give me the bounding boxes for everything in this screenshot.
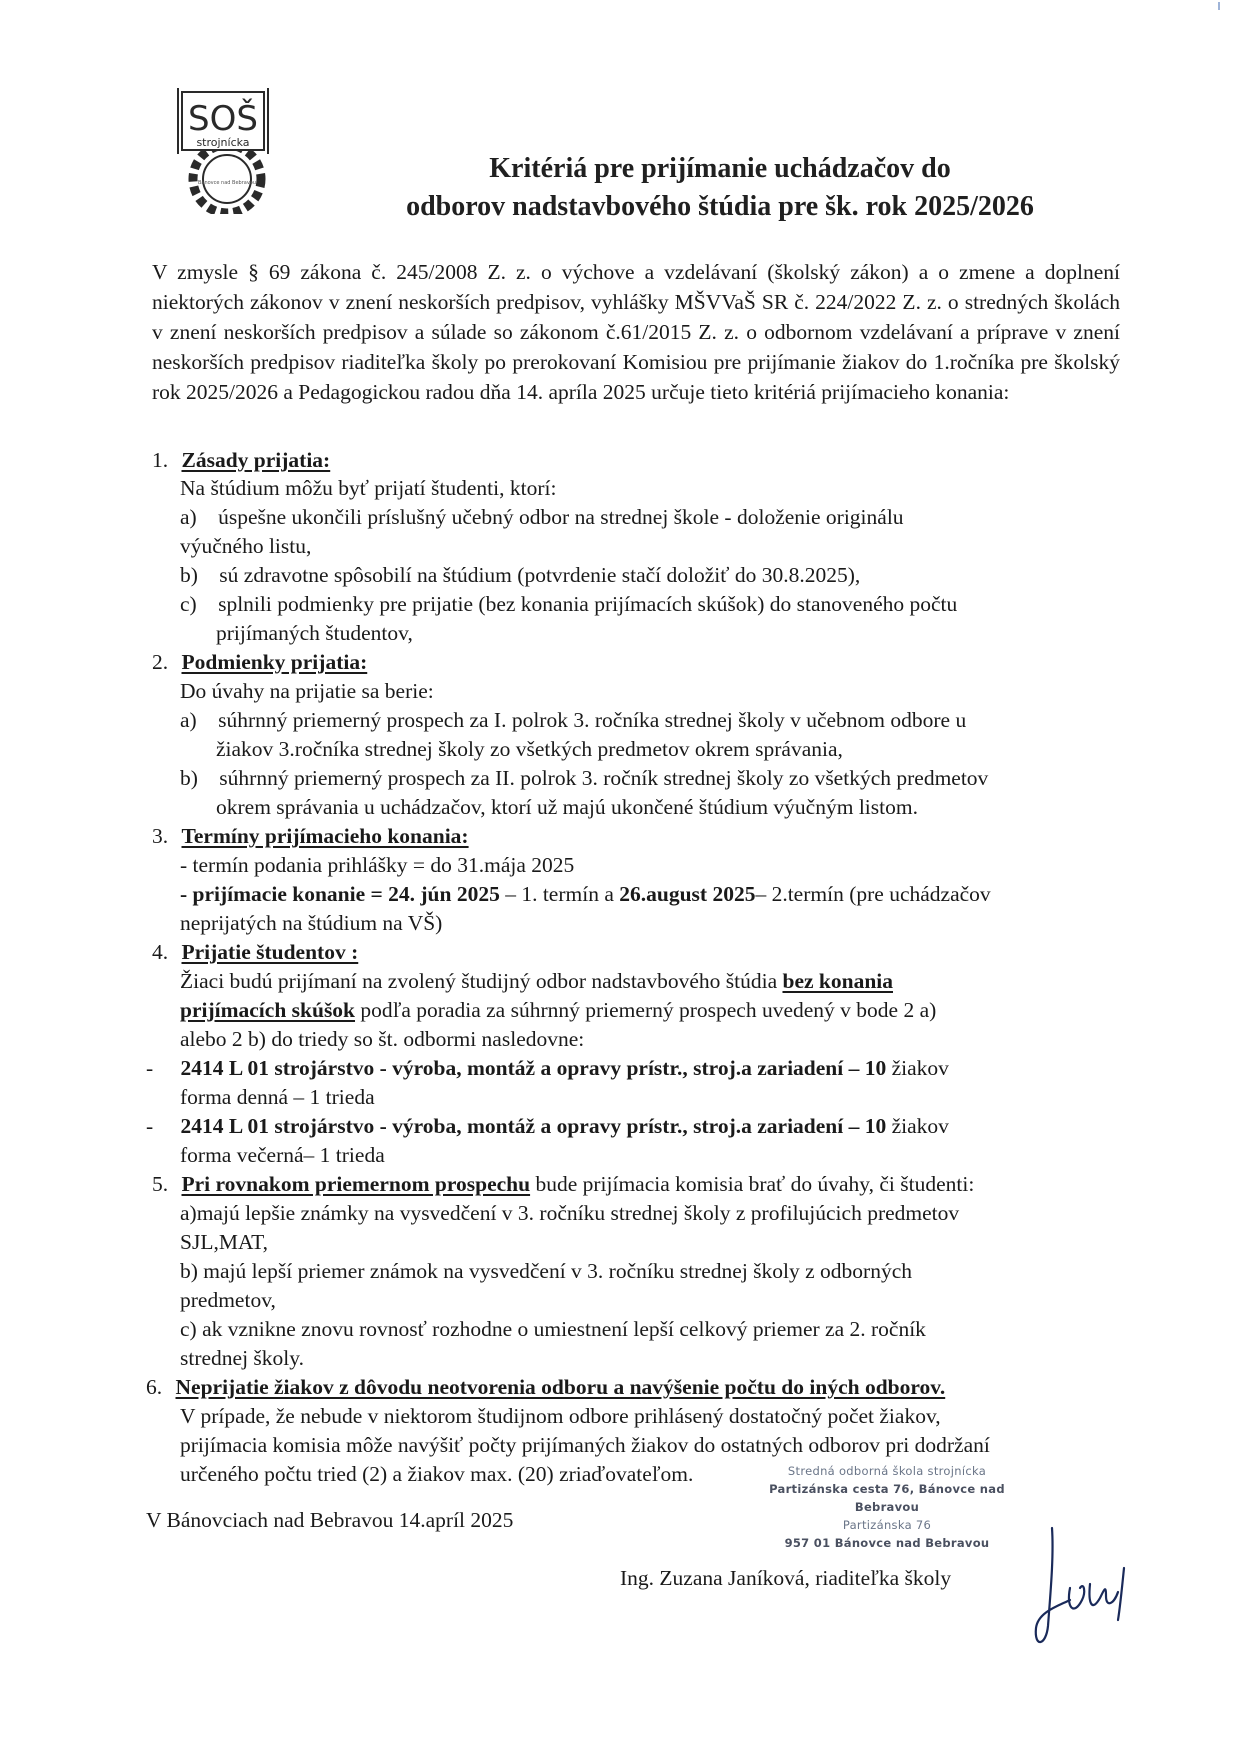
logo-ring-text: Bánovce nad Bebravou [197, 180, 257, 186]
section-4-text: Žiaci budú prijímaní na zvolený študijný odbor nadstavbového štúdia bez konania [180, 969, 893, 993]
title-line-2: odborov nadstavbového štúdia pre šk. rok 2025/2026 [406, 191, 1034, 222]
section-6-heading: Neprijatie žiakov z dôvodu neotvorenia odboru a navýšenie počtu do iných odborov. [175, 1375, 946, 1399]
deadline-line: - termín podania prihlášky = do 31.mája 2025 [180, 853, 575, 877]
item-text: sú zdravotne spôsobilí na štúdium (potvrdenie stačí doložiť do 30.8.2025), [219, 563, 861, 587]
signatory: Ing. Zuzana Janíková, riaditeľka školy [620, 1566, 952, 1590]
section-1-lead: Na štúdium môžu byť prijatí študenti, ktorí: [180, 476, 557, 500]
section-5-number: 5. [152, 1172, 169, 1196]
item-label: b) [180, 766, 198, 790]
item-label: a) [180, 708, 197, 732]
section-5-line: a)majú lepšie známky na vysvedčení v 3. ročníku strednej školy z profilujúcich predmetov [180, 1201, 960, 1225]
stamp-line: 957 01 Bánovce nad Bebravou [784, 1536, 990, 1550]
section-5-line: predmetov, [180, 1288, 276, 1312]
program-form: forma večerná– 1 trieda [180, 1143, 385, 1167]
term-note: – 2.termín (pre uchádzačov [755, 882, 991, 906]
program-item: - 2414 L 01 strojárstvo - výroba, montáž a opravy prístr., stroj.a zariadení – 10 žiakov [146, 1056, 949, 1080]
section-4-text: prijímacích skúšok podľa poradia za súhrnný priemerný prospech uvedený v bode 2 a) [180, 998, 937, 1022]
section-2-lead: Do úvahy na prijatie sa berie: [180, 679, 434, 703]
item-continuation: žiakov 3.ročníka strednej školy zo všetkých predmetov okrem správania, [216, 737, 843, 761]
logo-caption: strojnícka [196, 136, 250, 149]
section-6-number: 6. [146, 1375, 163, 1399]
section-3-number: 3. [152, 824, 169, 848]
bullet-dash: - [146, 1114, 154, 1138]
list-item [180, 590, 957, 619]
title-line-1: Kritériá pre prijímanie uchádzačov do [489, 153, 951, 184]
intro-paragraph: V zmysle § 69 zákona č. 245/2008 Z. z. o výchove a vzdelávaní (školský zákon) a o zmene a doplnení niektorých zákonov v znení neskorších predpisov, vyhlášky MŠVVaŠ SR č. 224/2022 Z. z. o stredných školách v znení neskorších predpisov a súlade so zákonom č.61/2015 Z. z. o odbornom vzdelávaní a príprave v znení neskorších predpisov riaditeľka školy po prerokovaní Komisiou pre prijímanie žiakov do 1.ročníka pre školský rok 2025/2026 a Pedagogickou radou dňa 14. apríla 2025 určuje tieto kritériá prijímacieho konania: [152, 260, 1120, 404]
item-text: úspešne ukončili príslušný učebný odbor na strednej škole - doloženie originálu [218, 505, 904, 529]
program-form: forma denná – 1 trieda [180, 1085, 375, 1109]
program-name: 2414 L 01 strojárstvo - výroba, montáž a opravy prístr., stroj.a zariadení – 10 [180, 1114, 887, 1138]
section-4-heading: Prijatie študentov : [181, 940, 359, 964]
item-continuation: prijímaných študentov, [216, 621, 413, 645]
section-6 [146, 1373, 945, 1402]
place-and-date: V Bánovciach nad Bebravou 14.apríl 2025 [146, 1508, 514, 1532]
item-label: c) [180, 592, 197, 616]
section-1-number: 1. [152, 448, 169, 472]
section-2-number: 2. [152, 650, 169, 674]
section-1 [152, 446, 330, 475]
section-4 [152, 938, 358, 967]
item-text: súhrnný priemerný prospech za II. polrok 3. ročník strednej školy zo všetkých predmetov [219, 766, 989, 790]
section-5-line: b) majú lepší priemer známok na vysvedčení v 3. ročníku strednej školy z odborných [180, 1259, 912, 1283]
program-name: 2414 L 01 strojárstvo - výroba, montáž a opravy prístr., stroj.a zariadení – 10 [180, 1056, 887, 1080]
program-item: - 2414 L 01 strojárstvo - výroba, montáž a opravy prístr., stroj.a zariadení – 10 žiakov [146, 1114, 949, 1138]
school-stamp [742, 1462, 1032, 1552]
section-2-heading: Podmienky prijatia: [181, 650, 368, 674]
admission-dates-line [180, 880, 991, 909]
logo-letters: SOŠ [188, 99, 258, 139]
bullet-dash: - [146, 1056, 154, 1080]
section-3-heading: Termíny prijímacieho konania: [181, 824, 469, 848]
item-text: splnili podmienky pre prijatie (bez konania prijímacích skúšok) do stanoveného počtu [218, 592, 958, 616]
emphasis-text: bez konania [782, 969, 893, 993]
emphasis-text: prijímacích skúšok [180, 998, 356, 1022]
item-continuation: výučného listu, [180, 534, 312, 558]
list-item [180, 706, 966, 735]
item-continuation: neprijatých na štúdium na VŠ) [180, 911, 443, 935]
school-logo [172, 84, 282, 214]
section-4-text: alebo 2 b) do triedy so št. odbormi nasledovne: [180, 1027, 585, 1051]
document-title [330, 150, 1110, 226]
list-item [180, 764, 988, 793]
second-term: 26.august 2025 [619, 882, 756, 906]
item-continuation: okrem správania u uchádzačov, ktorí už majú ukončené štúdium výučným listom. [216, 795, 918, 819]
scan-mark [1218, 2, 1220, 10]
section-3 [152, 822, 469, 851]
first-term: - prijímacie konanie = 24. jún 2025 [180, 882, 500, 906]
item-text: súhrnný priemerný prospech za I. polrok 3. ročníka strednej školy v učebnom odbore u [218, 708, 967, 732]
term-connector: – 1. termín a [499, 882, 620, 906]
section-6-line: prijímacia komisia môže navýšiť počty prijímaných žiakov do ostatných odborov pri dodržaní [180, 1433, 990, 1457]
item-label: a) [180, 505, 197, 529]
stamp-line: Stredná odborná škola strojnícka [787, 1464, 987, 1478]
stamp-line: Partizánska cesta 76, Bánovce nad Bebravou [769, 1482, 1005, 1514]
section-5-heading: Pri rovnakom priemernom prospechu [181, 1172, 531, 1196]
list-item [180, 503, 904, 532]
section-6-line: V prípade, že nebude v niektorom študijnom odbore prihlásený dostatočný počet žiakov, [180, 1404, 941, 1428]
list-item [180, 561, 860, 590]
item-label: b) [180, 563, 198, 587]
stamp-line: Partizánska 76 [842, 1518, 932, 1532]
section-5-line: c) ak vznikne znovu rovnosť rozhodne o umiestnení lepší celkový priemer za 2. ročník [180, 1317, 926, 1341]
section-4-number: 4. [152, 940, 169, 964]
section-5-line: SJL,MAT, [180, 1230, 269, 1254]
section-2 [152, 648, 367, 677]
section-5 [152, 1170, 974, 1199]
handwritten-signature [1030, 1508, 1150, 1658]
section-5-heading-tail: bude prijímacia komisia brať do úvahy, či študenti: [530, 1172, 975, 1196]
section-1-heading: Zásady prijatia: [181, 448, 331, 472]
section-6-line: určeného počtu tried (2) a žiakov max. (20) zriaďovateľom. [180, 1462, 694, 1486]
section-5-line: strednej školy. [180, 1346, 305, 1370]
